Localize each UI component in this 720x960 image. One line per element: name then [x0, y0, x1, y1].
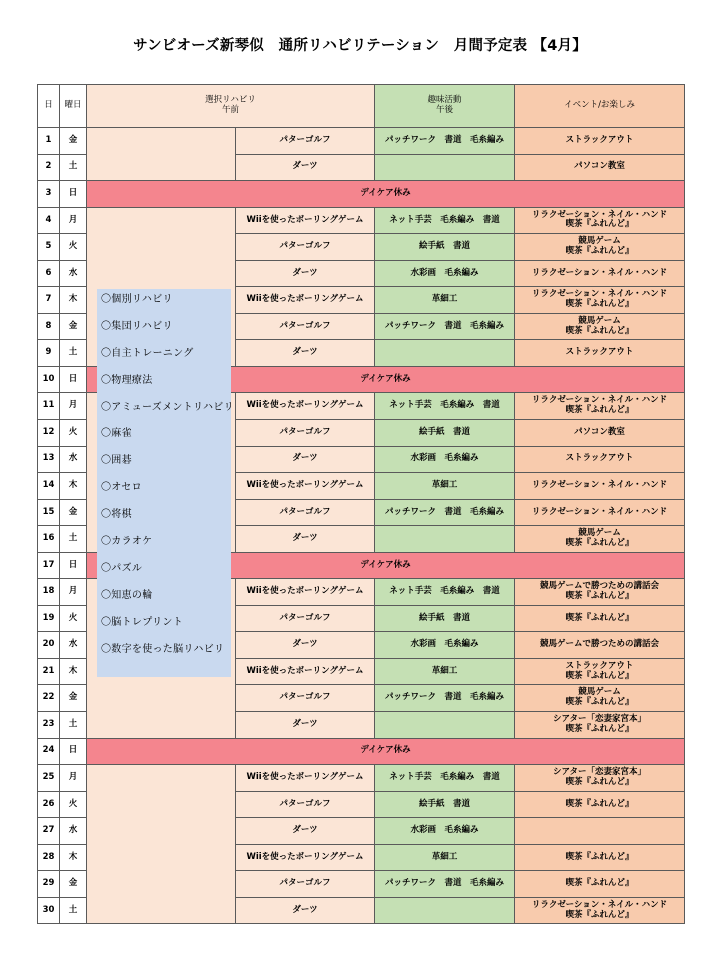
am-activity: ダーツ: [236, 526, 375, 553]
rehab-menu-item: 〇物理療法: [101, 374, 153, 386]
rehab-menu-item: 〇脳トレプリント: [101, 616, 183, 628]
closed-label: デイケア休み: [87, 738, 685, 765]
am-activity: パターゴルフ: [236, 128, 375, 155]
event-line: 喫茶『ふれんど』: [565, 299, 634, 310]
header-hobby-line2: 午後: [435, 105, 453, 115]
weekday-cell: 月: [60, 207, 87, 234]
weekday-cell: 水: [60, 632, 87, 659]
rehab-menu-item: 〇自主トレーニング: [101, 347, 194, 359]
weekday-cell: 金: [60, 499, 87, 526]
am-activity: Wiiを使ったボーリングゲーム: [236, 579, 375, 606]
weekday-cell: 金: [60, 871, 87, 898]
hobby-activity: 絵手紙 書道: [375, 234, 515, 261]
hobby-activity: 絵手紙 書道: [375, 791, 515, 818]
day-cell: 7: [38, 287, 60, 314]
am-activity: Wiiを使ったボーリングゲーム: [236, 473, 375, 500]
day-cell: 5: [38, 234, 60, 261]
weekday-cell: 木: [60, 473, 87, 500]
weekday-cell: 金: [60, 313, 87, 340]
event-cell: [515, 207, 685, 234]
hobby-activity: [375, 526, 515, 553]
event-cell: [515, 791, 685, 818]
event-cell: [515, 313, 685, 340]
weekday-cell: 木: [60, 844, 87, 871]
day-cell: 22: [38, 685, 60, 712]
event-line: 喫茶『ふれんど』: [565, 776, 634, 787]
day-cell: 29: [38, 871, 60, 898]
event-cell: [515, 393, 685, 420]
am-menu-area: [87, 128, 236, 181]
event-cell: [515, 658, 685, 685]
am-menu-area: [87, 765, 236, 924]
event-cell: [515, 818, 685, 845]
am-activity: パターゴルフ: [236, 313, 375, 340]
am-activity: パターゴルフ: [236, 605, 375, 632]
header-am-line1: 選択リハビリ: [205, 95, 256, 106]
event-line: 競馬ゲーム: [578, 236, 621, 247]
event-cell: [515, 234, 685, 261]
page-title: サンビオーズ新琴似 通所リハビリテーション 月間予定表 【4月】: [133, 38, 587, 54]
hobby-activity: [375, 897, 515, 924]
hobby-activity: パッチワーク 書道 毛糸編み: [375, 685, 515, 712]
am-activity: ダーツ: [236, 154, 375, 181]
event-line: 競馬ゲームで勝つための講話会: [539, 581, 659, 592]
day-cell: 19: [38, 605, 60, 632]
rehab-menu-item: 〇知恵の輪: [101, 589, 153, 601]
weekday-cell: 日: [60, 181, 87, 208]
rehab-menu-item: 〇数字を使った脳リハビリ: [101, 643, 225, 655]
hobby-activity: 水彩画 毛糸編み: [375, 446, 515, 473]
hobby-activity: 革細工: [375, 658, 515, 685]
hobby-activity: 革細工: [375, 287, 515, 314]
rehab-menu-panel: [97, 289, 234, 677]
rehab-menu-list: [97, 289, 234, 665]
hobby-activity: ネット手芸 毛糸編み 書道: [375, 765, 515, 792]
weekday-cell: 金: [60, 128, 87, 155]
schedule-row: [38, 128, 685, 155]
day-cell: 13: [38, 446, 60, 473]
event-line: 喫茶『ふれんど』: [565, 591, 634, 602]
rehab-menu-item: 〇カラオケ: [101, 536, 153, 548]
event-cell: [515, 526, 685, 553]
event-line: リラクゼーション・ネイル・ハンド: [531, 899, 668, 910]
event-line: 喫茶『ふれんど』: [565, 245, 634, 256]
hobby-activity: 水彩画 毛糸編み: [375, 818, 515, 845]
weekday-cell: 土: [60, 154, 87, 181]
event-cell: [515, 871, 685, 898]
am-activity: ダーツ: [236, 340, 375, 367]
event-line: シアター「恋妻家宮本」: [553, 767, 646, 778]
day-cell: 21: [38, 658, 60, 685]
am-activity: ダーツ: [236, 632, 375, 659]
am-activity: ダーツ: [236, 897, 375, 924]
am-activity: パターゴルフ: [236, 234, 375, 261]
day-cell: 15: [38, 499, 60, 526]
rehab-menu-item: 〇将棋: [101, 509, 132, 521]
weekday-cell: 木: [60, 287, 87, 314]
closed-label: デイケア休み: [87, 552, 685, 579]
event-cell: [515, 128, 685, 155]
day-cell: 26: [38, 791, 60, 818]
hobby-activity: [375, 712, 515, 739]
day-cell: 10: [38, 366, 60, 393]
header-hobby: [375, 85, 515, 128]
rehab-menu-item: 〇囲碁: [101, 455, 132, 467]
event-cell: [515, 897, 685, 924]
day-cell: 30: [38, 897, 60, 924]
hobby-activity: [375, 154, 515, 181]
day-cell: 8: [38, 313, 60, 340]
am-activity: ダーツ: [236, 446, 375, 473]
weekday-cell: 火: [60, 420, 87, 447]
event-line: 喫茶『ふれんど』: [565, 878, 634, 889]
day-cell: 6: [38, 260, 60, 287]
rehab-menu-item: 〇アミューズメントリハビリ: [101, 401, 234, 413]
hobby-activity: パッチワーク 書道 毛糸編み: [375, 871, 515, 898]
event-line: 喫茶『ふれんど』: [565, 909, 634, 920]
am-activity: Wiiを使ったボーリングゲーム: [236, 393, 375, 420]
event-line: リラクゼーション・ネイル・ハンド: [531, 267, 668, 278]
hobby-activity: 革細工: [375, 473, 515, 500]
weekday-cell: 月: [60, 393, 87, 420]
am-activity: パターゴルフ: [236, 685, 375, 712]
day-cell: 3: [38, 181, 60, 208]
event-cell: [515, 632, 685, 659]
closed-label: デイケア休み: [87, 366, 685, 393]
event-line: リラクゼーション・ネイル・ハンド: [531, 209, 668, 220]
header-event: イベント/お楽しみ: [515, 85, 685, 128]
day-cell: 20: [38, 632, 60, 659]
hobby-activity: 革細工: [375, 844, 515, 871]
rehab-menu-item: 〇オセロ: [101, 482, 142, 494]
am-activity: Wiiを使ったボーリングゲーム: [236, 207, 375, 234]
am-activity: Wiiを使ったボーリングゲーム: [236, 844, 375, 871]
hobby-activity: パッチワーク 書道 毛糸編み: [375, 313, 515, 340]
hobby-activity: 絵手紙 書道: [375, 420, 515, 447]
closed-label: デイケア休み: [87, 181, 685, 208]
event-cell: [515, 340, 685, 367]
event-cell: [515, 499, 685, 526]
header-hobby-line1: 趣味活動: [427, 95, 462, 106]
event-cell: [515, 260, 685, 287]
header-dow: 曜日: [60, 85, 87, 128]
day-cell: 1: [38, 128, 60, 155]
rehab-menu-item: 〇麻雀: [101, 428, 132, 440]
day-cell: 28: [38, 844, 60, 871]
event-line: 喫茶『ふれんど』: [565, 697, 634, 708]
event-cell: [515, 420, 685, 447]
hobby-activity: ネット手芸 毛糸編み 書道: [375, 579, 515, 606]
day-cell: 18: [38, 579, 60, 606]
event-line: 競馬ゲーム: [578, 687, 621, 698]
event-cell: [515, 579, 685, 606]
closed-row: [38, 181, 685, 208]
event-cell: [515, 287, 685, 314]
event-line: 喫茶『ふれんど』: [565, 219, 634, 230]
weekday-cell: 日: [60, 366, 87, 393]
event-cell: [515, 685, 685, 712]
weekday-cell: 火: [60, 791, 87, 818]
day-cell: 27: [38, 818, 60, 845]
event-line: 喫茶『ふれんど』: [565, 670, 634, 681]
hobby-activity: ネット手芸 毛糸編み 書道: [375, 393, 515, 420]
day-cell: 17: [38, 552, 60, 579]
schedule-row: [38, 765, 685, 792]
event-line: リラクゼーション・ネイル・ハンド: [531, 289, 668, 300]
rehab-menu-item: 〇パズル: [101, 562, 143, 574]
event-line: パソコン教室: [574, 161, 625, 172]
header-am: [87, 85, 375, 128]
event-line: ストラックアウト: [565, 660, 634, 671]
event-line: リラクゼーション・ネイル・ハンド: [531, 506, 668, 517]
hobby-activity: 水彩画 毛糸編み: [375, 260, 515, 287]
weekday-cell: 水: [60, 446, 87, 473]
event-cell: [515, 765, 685, 792]
weekday-cell: 土: [60, 340, 87, 367]
rehab-menu-item: 〇集団リハビリ: [101, 320, 173, 332]
day-cell: 14: [38, 473, 60, 500]
event-line: 競馬ゲーム: [578, 528, 621, 539]
am-activity: Wiiを使ったボーリングゲーム: [236, 765, 375, 792]
am-activity: ダーツ: [236, 712, 375, 739]
weekday-cell: 土: [60, 526, 87, 553]
am-activity: パターゴルフ: [236, 420, 375, 447]
weekday-cell: 水: [60, 260, 87, 287]
event-line: 喫茶『ふれんど』: [565, 851, 634, 862]
event-cell: [515, 712, 685, 739]
event-line: 競馬ゲームで勝つための講話会: [539, 639, 659, 650]
hobby-activity: 絵手紙 書道: [375, 605, 515, 632]
header-am-line2: 午前: [221, 105, 239, 115]
hobby-activity: ネット手芸 毛糸編み 書道: [375, 207, 515, 234]
event-cell: [515, 446, 685, 473]
weekday-cell: 日: [60, 738, 87, 765]
weekday-cell: 月: [60, 765, 87, 792]
am-activity: パターゴルフ: [236, 499, 375, 526]
am-activity: パターゴルフ: [236, 791, 375, 818]
am-activity: パターゴルフ: [236, 871, 375, 898]
day-cell: 2: [38, 154, 60, 181]
event-cell: [515, 154, 685, 181]
day-cell: 11: [38, 393, 60, 420]
event-line: ストラックアウト: [565, 134, 634, 145]
event-line: 競馬ゲーム: [578, 315, 621, 326]
day-cell: 4: [38, 207, 60, 234]
weekday-cell: 火: [60, 234, 87, 261]
header-day: 日: [38, 85, 60, 128]
hobby-activity: [375, 340, 515, 367]
weekday-cell: 月: [60, 579, 87, 606]
weekday-cell: 水: [60, 818, 87, 845]
event-line: ストラックアウト: [565, 347, 634, 358]
hobby-activity: 水彩画 毛糸編み: [375, 632, 515, 659]
day-cell: 25: [38, 765, 60, 792]
am-activity: Wiiを使ったボーリングゲーム: [236, 658, 375, 685]
event-line: ストラックアウト: [565, 453, 634, 464]
schedule-row: [38, 207, 685, 234]
weekday-cell: 土: [60, 712, 87, 739]
weekday-cell: 金: [60, 685, 87, 712]
day-cell: 16: [38, 526, 60, 553]
event-cell: [515, 844, 685, 871]
am-activity: Wiiを使ったボーリングゲーム: [236, 287, 375, 314]
event-cell: [515, 473, 685, 500]
weekday-cell: 日: [60, 552, 87, 579]
event-line: 喫茶『ふれんど』: [565, 723, 634, 734]
event-line: パソコン教室: [574, 426, 625, 437]
hobby-activity: パッチワーク 書道 毛糸編み: [375, 128, 515, 155]
closed-row: [38, 738, 685, 765]
weekday-cell: 木: [60, 658, 87, 685]
rehab-menu-item: 〇個別リハビリ: [101, 294, 173, 305]
event-line: 喫茶『ふれんど』: [565, 537, 634, 548]
event-line: シアター「恋妻家宮本」: [553, 714, 646, 725]
weekday-cell: 土: [60, 897, 87, 924]
am-activity: ダーツ: [236, 260, 375, 287]
event-cell: [515, 605, 685, 632]
event-line: 喫茶『ふれんど』: [565, 798, 634, 809]
event-line: 喫茶『ふれんど』: [565, 405, 634, 416]
event-line: 喫茶『ふれんど』: [565, 325, 634, 336]
weekday-cell: 火: [60, 605, 87, 632]
event-line: リラクゼーション・ネイル・ハンド: [531, 480, 668, 490]
day-cell: 23: [38, 712, 60, 739]
am-activity: ダーツ: [236, 818, 375, 845]
day-cell: 12: [38, 420, 60, 447]
header-row: [38, 85, 685, 128]
day-cell: 24: [38, 738, 60, 765]
event-line: リラクゼーション・ネイル・ハンド: [531, 395, 668, 406]
event-line: 喫茶『ふれんど』: [565, 612, 634, 623]
day-cell: 9: [38, 340, 60, 367]
hobby-activity: パッチワーク 書道 毛糸編み: [375, 499, 515, 526]
